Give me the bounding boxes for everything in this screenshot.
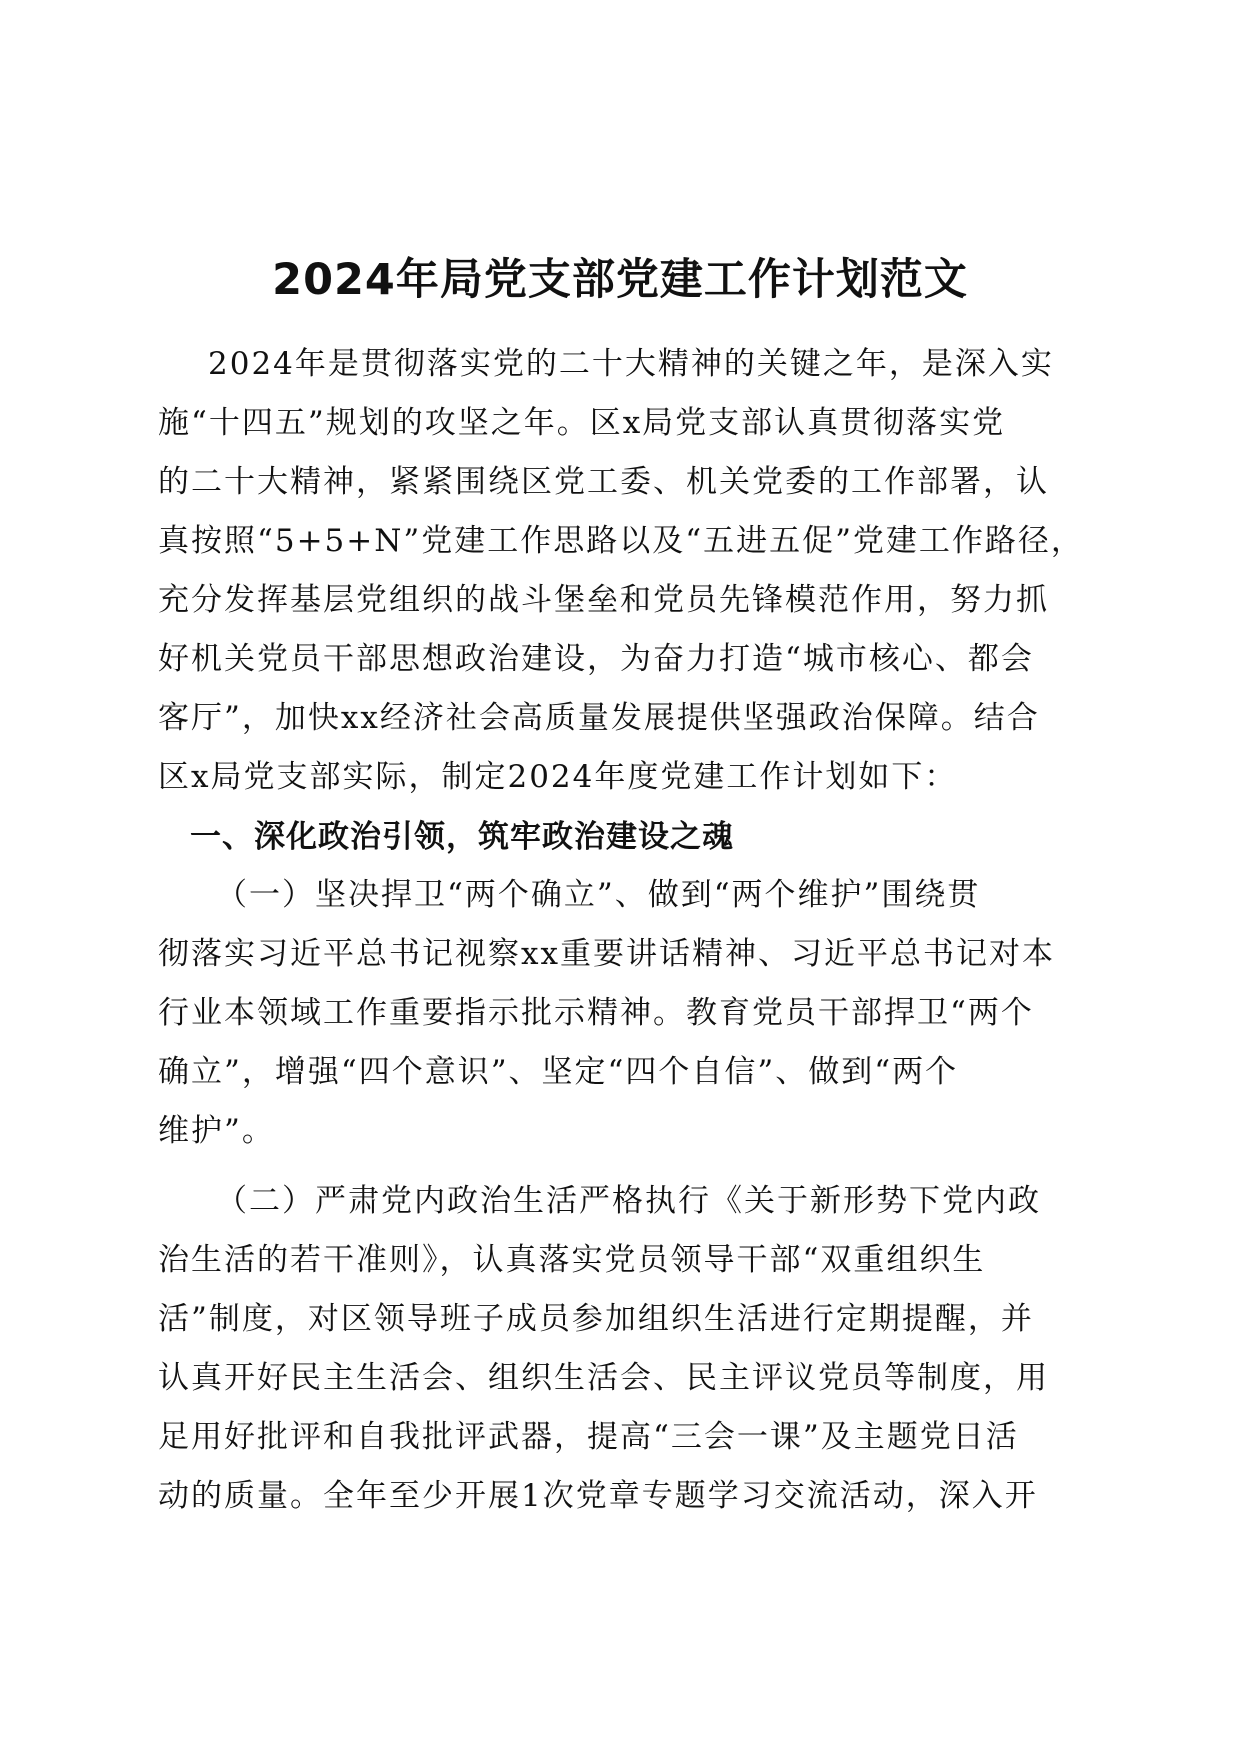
paragraph-line: 行业本领域工作重要指示批示精神。教育党员干部捍卫“两个	[158, 995, 1034, 1031]
paragraph-line: 2024年是贯彻落实党的二十大精神的关键之年，是深入实	[208, 346, 1054, 382]
paragraph-line: 真按照“5+5+N”党建工作思路以及“五进五促”党建工作路径，	[158, 523, 1084, 559]
paragraph-line: 客厅”，加快xx经济社会高质量发展提供坚强政治保障。结合	[158, 700, 1040, 736]
paragraph-line: 的二十大精神，紧紧围绕区党工委、机关党委的工作部署，认	[158, 464, 1049, 500]
paragraph-line: 动的质量。全年至少开展1次党章专题学习交流活动，深入开	[158, 1478, 1038, 1514]
paragraph-line: 足用好批评和自我批评武器，提高“三会一课”及主题党日活	[158, 1419, 1019, 1455]
paragraph-line: 维护”。	[158, 1113, 275, 1149]
section-heading: 一、深化政治引领，筑牢政治建设之魂	[190, 819, 734, 855]
paragraph-line: （二）严肃党内政治生活严格执行《关于新形势下党内政	[216, 1183, 1041, 1219]
paragraph-line: （一）坚决捍卫“两个确立”、做到“两个维护”围绕贯	[216, 877, 981, 913]
paragraph-line: 确立”，增强“四个意识”、坚定“四个自信”、做到“两个	[158, 1054, 959, 1090]
paragraph-line: 活”制度，对区领导班子成员参加组织生活进行定期提醒，并	[158, 1301, 1034, 1337]
paragraph-line: 治生活的若干准则》，认真落实党员领导干部“双重组织生	[158, 1242, 986, 1278]
document-title: 2024年局党支部党建工作计划范文	[272, 255, 968, 305]
paragraph-line: 充分发挥基层党组织的战斗堡垒和党员先锋模范作用，努力抓	[158, 582, 1049, 618]
paragraph-line: 区x局党支部实际，制定2024年度党建工作计划如下：	[158, 759, 958, 795]
paragraph-line: 认真开好民主生活会、组织生活会、民主评议党员等制度，用	[158, 1360, 1049, 1396]
paragraph-line: 好机关党员干部思想政治建设，为奋力打造“城市核心、都会	[158, 641, 1034, 677]
paragraph-line: 彻落实习近平总书记视察xx重要讲话精神、习近平总书记对本	[158, 936, 1055, 972]
paragraph-line: 施“十四五”规划的攻坚之年。区x局党支部认真贯彻落实党	[158, 405, 1006, 441]
